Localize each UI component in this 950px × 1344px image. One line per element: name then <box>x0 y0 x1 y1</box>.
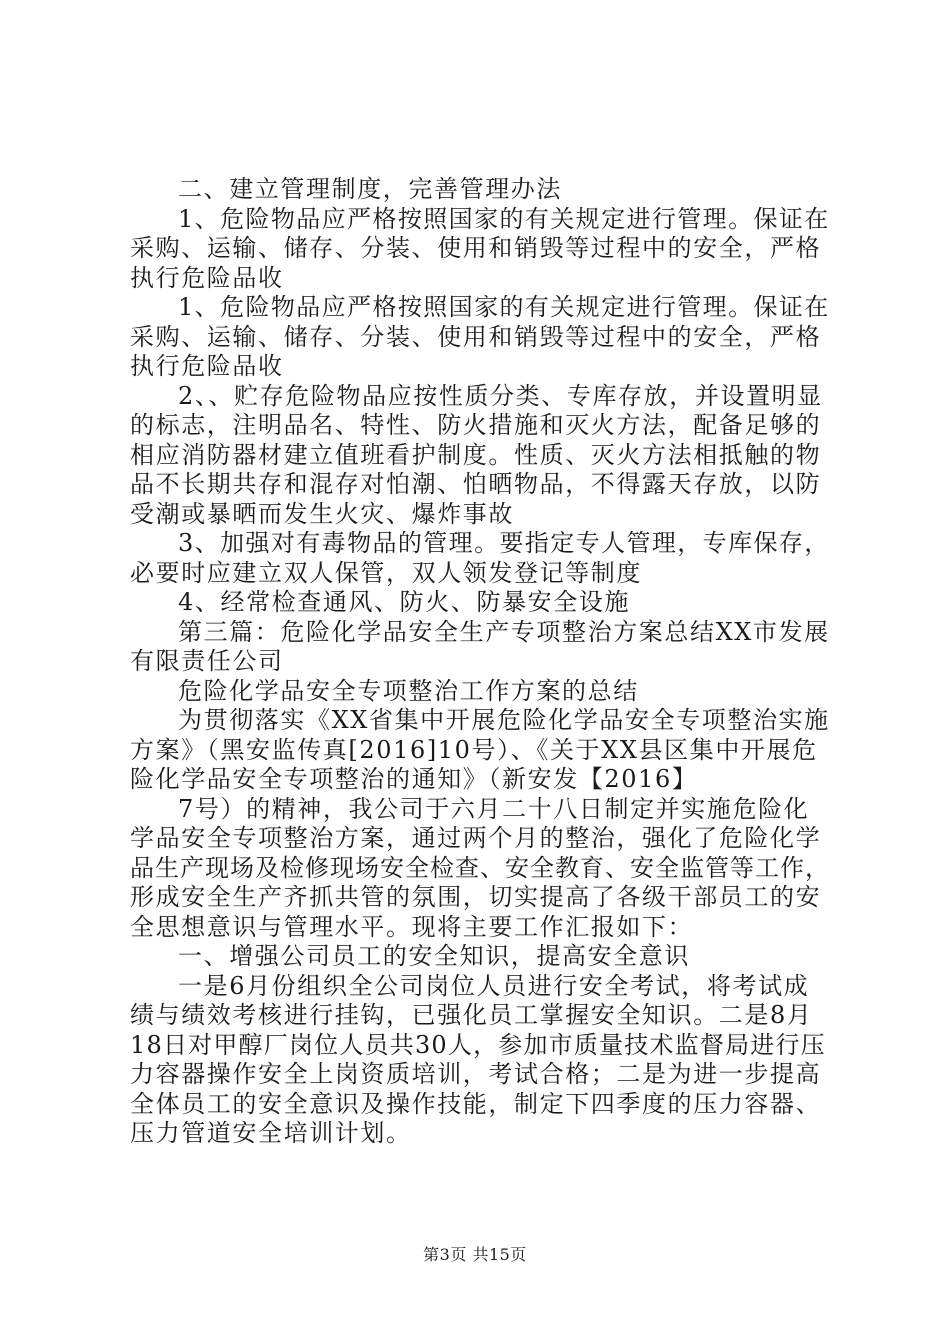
text-line: 品不长期共存和混存对怕潮、怕晒物品，不得露天存放，以防 <box>130 470 822 498</box>
text-line: 为贯彻落实《XX省集中开展危险化学品安全专项整治实施 <box>178 706 830 734</box>
text-line: 一、增强公司员工的安全知识，提高安全意识 <box>178 942 690 970</box>
text-line: 危险化学品安全专项整治工作方案的总结 <box>178 676 639 705</box>
text-line: 有限责任公司 <box>130 647 284 675</box>
text-line: 形成安全生产齐抓共管的氛围，切实提高了各级干部员工的安 <box>130 883 822 911</box>
text-line: 18日对甲醇厂岗位人员共30人，参加市质量技术监督局进行压 <box>130 1030 826 1059</box>
text-line: 一是6月份组织全公司岗位人员进行安全考试，将考试成 <box>178 971 810 1000</box>
document-body <box>130 175 830 1149</box>
text-line: 采购、运输、储存、分装、使用和销毁等过程中的安全，严格 <box>130 234 822 262</box>
text-line: 险化学品安全专项整治的通知》（新安发【2016】 <box>130 765 698 793</box>
text-line: 力容器操作安全上岗资质培训，考试合格；二是为进一步提高 <box>130 1060 822 1088</box>
text-line: 采购、运输、储存、分装、使用和销毁等过程中的安全，严格 <box>130 322 822 351</box>
text-line: 全体员工的安全意识及操作技能，制定下四季度的压力容器、 <box>130 1089 822 1118</box>
text-line: 必要时应建立双人保管，双人领发登记等制度 <box>130 558 642 587</box>
text-line: 品生产现场及检修现场安全检查、安全教育、安全监管等工作， <box>130 853 830 882</box>
text-line: 1、危险物品应严格按照国家的有关规定进行管理。保证在 <box>178 204 830 233</box>
text-line: 相应消防器材建立值班看护制度。性质、灭火方法相抵触的物 <box>130 440 822 469</box>
text-line: 7号）的精神，我公司于六月二十八日制定并实施危险化 <box>178 794 810 823</box>
text-line: 全思想意识与管理水平。现将主要工作汇报如下： <box>130 912 694 941</box>
text-line: 的标志，注明品名、特性、防火措施和灭火方法，配备足够的 <box>130 411 822 439</box>
text-line: 学品安全专项整治方案，通过两个月的整治，强化了危险化学 <box>130 824 822 852</box>
text-line: 3、加强对有毒物品的管理。要指定专人管理，专库保存， <box>178 529 830 557</box>
text-line: 受潮或暴晒而发生火灾、爆炸事故 <box>130 499 514 528</box>
text-line: 执行危险品收 <box>130 352 284 380</box>
text-line: 压力管道安全培训计划。 <box>130 1119 412 1147</box>
text-line: 二、建立管理制度，完善管理办法 <box>178 175 562 203</box>
text-line: 绩与绩效考核进行挂钩，已强化员工掌握安全知识。二是8月 <box>130 1001 813 1029</box>
text-line: 方案》（黑安监传真[2016]10号）、《关于XX县区集中开展危 <box>130 735 818 764</box>
text-line: 1、危险物品应严格按照国家的有关规定进行管理。保证在 <box>178 293 830 321</box>
text-line: 2、、贮存危险物品应按性质分类、专库存放，并设置明显 <box>178 381 823 410</box>
page-number: 第3页 共15页 <box>423 1245 527 1264</box>
text-line: 第三篇：危险化学品安全生产专项整治方案总结XX市发展 <box>178 617 830 646</box>
text-line: 4、经常检查通风、防火、防暴安全设施 <box>178 588 631 616</box>
text-line: 执行危险品收 <box>130 263 284 292</box>
